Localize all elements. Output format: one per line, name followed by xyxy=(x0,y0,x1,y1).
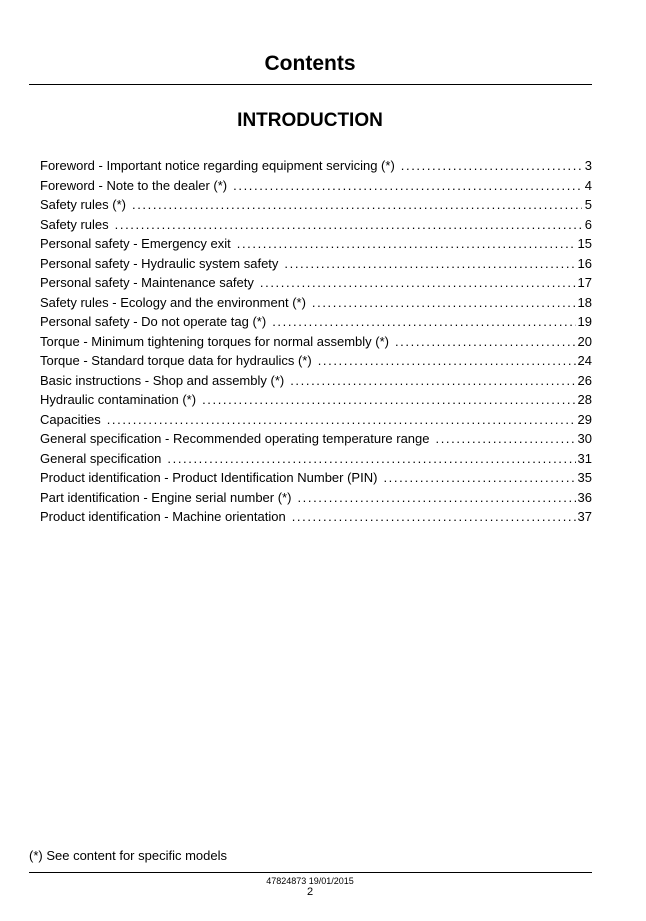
toc-entry[interactable] xyxy=(40,176,592,196)
toc-entry[interactable] xyxy=(40,429,592,449)
toc-entry-page: 16 xyxy=(577,255,592,271)
toc-entry-title: Torque - Minimum tightening torques for normal assembly (*) xyxy=(40,333,389,349)
toc-entry-title: Torque - Standard torque data for hydraulics (*) xyxy=(40,353,312,368)
toc-entry-page: 24 xyxy=(577,353,592,368)
toc-entry[interactable] xyxy=(40,468,592,488)
toc-entry-title: Foreword - Note to the dealer (*) xyxy=(40,177,228,193)
toc-entry-page: 37 xyxy=(577,509,592,524)
toc-entry[interactable] xyxy=(40,410,592,430)
toc-dot-leader xyxy=(312,293,576,313)
toc-entry-page: 35 xyxy=(577,470,592,485)
toc-entry[interactable] xyxy=(40,449,592,469)
toc-dot-leader xyxy=(290,371,575,391)
toc-entry-title: Safety rules - Ecology and the environment (*) xyxy=(40,294,306,310)
toc-entry[interactable] xyxy=(40,195,592,215)
toc-entry-page: 31 xyxy=(577,450,592,466)
page-number: 2 xyxy=(306,886,314,898)
toc-dot-leader xyxy=(202,390,575,410)
toc-entry-page: 26 xyxy=(577,372,592,388)
toc-entry[interactable] xyxy=(40,390,592,410)
toc-entry[interactable] xyxy=(40,254,592,274)
toc-dot-leader xyxy=(272,312,575,332)
toc-entry-title: Basic instructions - Shop and assembly (*) xyxy=(40,372,285,388)
toc-entry-page: 29 xyxy=(577,411,592,427)
toc-entry-page: 6 xyxy=(584,216,592,232)
toc-entry[interactable] xyxy=(40,273,592,293)
toc-dot-leader xyxy=(395,332,576,352)
toc-dot-leader xyxy=(401,156,582,176)
document-code: 47824873 19/01/2015 xyxy=(266,876,354,886)
toc-entry-title: Safety rules xyxy=(40,216,109,232)
toc-entry[interactable] xyxy=(40,293,592,313)
toc-entry-page: 19 xyxy=(577,314,592,329)
toc-dot-leader xyxy=(132,195,582,215)
toc-entry-title: Personal safety - Emergency exit xyxy=(40,236,231,251)
table-of-contents xyxy=(40,156,592,527)
toc-entry[interactable] xyxy=(40,351,592,371)
toc-dot-leader xyxy=(292,507,576,527)
toc-entry-page: 28 xyxy=(577,392,592,407)
toc-dot-leader xyxy=(167,449,575,469)
toc-entry-title: Hydraulic contamination (*) xyxy=(40,392,197,407)
toc-entry-title: Capacities xyxy=(40,411,101,427)
toc-entry-page: 17 xyxy=(577,275,592,290)
footnote: (*) See content for specific models xyxy=(29,848,227,863)
toc-dot-leader xyxy=(284,254,575,274)
toc-entry-page: 5 xyxy=(584,197,592,212)
toc-dot-leader xyxy=(260,273,576,293)
toc-dot-leader xyxy=(115,215,582,235)
toc-dot-leader xyxy=(107,410,576,430)
toc-dot-leader xyxy=(383,468,575,488)
toc-entry-title: General specification - Recommended operating temperature range xyxy=(40,431,430,446)
toc-entry[interactable] xyxy=(40,215,592,235)
toc-entry-page: 4 xyxy=(584,177,592,193)
toc-entry-title: Part identification - Engine serial number (*) xyxy=(40,489,292,505)
toc-entry-page: 18 xyxy=(577,294,592,310)
toc-entry[interactable] xyxy=(40,371,592,391)
toc-entry-page: 30 xyxy=(577,431,592,446)
title-divider xyxy=(29,84,592,85)
toc-entry[interactable] xyxy=(40,234,592,254)
section-title: INTRODUCTION xyxy=(237,110,383,131)
toc-entry-title: Foreword - Important notice regarding equipment servicing (*) xyxy=(40,158,395,173)
toc-entry-page: 3 xyxy=(584,158,592,173)
toc-entry[interactable] xyxy=(40,156,592,176)
toc-dot-leader xyxy=(436,429,576,449)
toc-entry-page: 20 xyxy=(577,333,592,349)
toc-entry-title: Personal safety - Maintenance safety xyxy=(40,275,254,290)
toc-entry[interactable] xyxy=(40,488,592,508)
toc-dot-leader xyxy=(297,488,575,508)
toc-dot-leader xyxy=(318,351,576,371)
footer-divider xyxy=(29,872,592,873)
toc-entry-title: Safety rules (*) xyxy=(40,197,126,212)
toc-dot-leader xyxy=(237,234,576,254)
toc-entry-title: Personal safety - Hydraulic system safety xyxy=(40,255,279,271)
toc-entry[interactable] xyxy=(40,312,592,332)
toc-entry-page: 15 xyxy=(577,236,592,251)
toc-entry-title: Product identification - Machine orientation xyxy=(40,509,286,524)
toc-entry-title: General specification xyxy=(40,450,162,466)
toc-entry-title: Personal safety - Do not operate tag (*) xyxy=(40,314,267,329)
page-title: Contents xyxy=(264,52,356,75)
toc-entry-page: 36 xyxy=(577,489,592,505)
toc-entry-title: Product identification - Product Identification Number (PIN) xyxy=(40,470,378,485)
toc-dot-leader xyxy=(233,176,582,196)
toc-entry[interactable] xyxy=(40,332,592,352)
toc-entry[interactable] xyxy=(40,507,592,527)
